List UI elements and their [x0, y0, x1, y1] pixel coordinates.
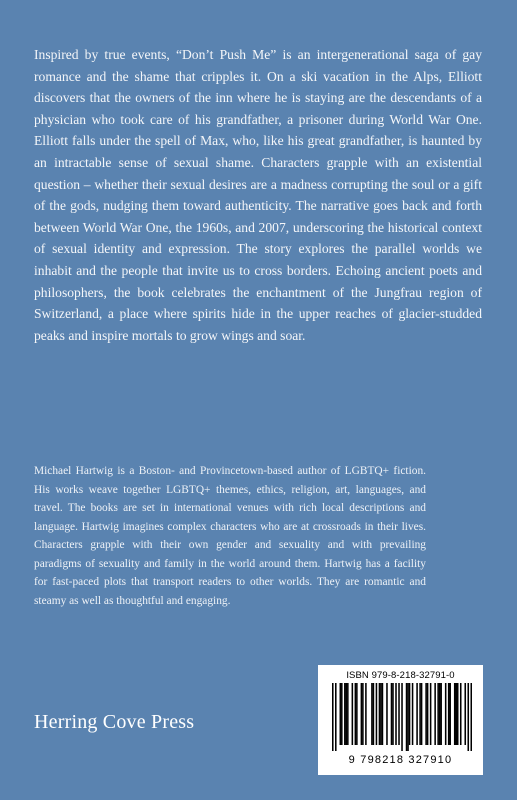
- barcode-bar: [449, 683, 451, 745]
- barcode-bar: [421, 683, 423, 745]
- barcode-bar: [467, 683, 469, 751]
- barcode-bar: [445, 683, 447, 745]
- barcode-icon: [332, 683, 472, 751]
- barcode-bar: [406, 683, 408, 751]
- barcode-bar: [470, 683, 472, 751]
- barcode-bar: [464, 683, 466, 745]
- isbn-barcode: [318, 665, 483, 775]
- barcode-digits: 9 798218 327910: [348, 754, 453, 766]
- barcode-bar: [382, 683, 384, 745]
- barcode-bar: [332, 683, 334, 751]
- barcode-bar: [371, 683, 373, 745]
- barcode-bar: [347, 683, 349, 745]
- barcode-bar: [440, 683, 442, 745]
- barcode-bar: [409, 683, 411, 745]
- barcode-bar: [355, 683, 357, 745]
- barcode-bar: [380, 683, 382, 745]
- barcode-bar: [386, 683, 388, 745]
- barcode-bar: [395, 683, 397, 745]
- barcode-bar: [455, 683, 457, 745]
- barcode-bar: [448, 683, 450, 745]
- barcode-bar: [379, 683, 381, 745]
- barcode-bar: [335, 683, 337, 751]
- barcode-bar: [425, 683, 427, 745]
- barcode-bar: [391, 683, 393, 745]
- barcode-bar: [437, 683, 439, 745]
- author-bio: Michael Hartwig is a Boston- and Provincetown-based author of LGBTQ+ fiction. His works weave together LGBTQ+ themes, ethics, religion, art, languages, and travel. The books are set in international venues with rich local descriptions and language. Hartwig imagines complex characters who are at crossroads in their lives. Characters grapple with their own gender and sexuality and with prevailing paradigms of sexuality and family in the world around them. Hartwig has a facility for fast-paced plots that transport readers to other worlds. They are romantic and steamy as well as thoughtful and engaging.: [34, 465, 426, 607]
- barcode-bar: [340, 683, 342, 745]
- barcode-bar: [434, 683, 436, 745]
- barcode-bar: [416, 683, 418, 745]
- barcode-bar: [376, 683, 378, 745]
- barcode-bar: [341, 683, 343, 745]
- barcode-bar: [373, 683, 375, 745]
- publisher-name: Herring Cove Press: [34, 711, 195, 733]
- barcode-bar: [362, 683, 364, 745]
- barcode-bar: [412, 683, 414, 745]
- barcode-bar: [454, 683, 456, 745]
- barcode-bar: [439, 683, 441, 745]
- barcode-bar: [365, 683, 367, 745]
- barcode-bar: [457, 683, 459, 745]
- barcode-bar: [392, 683, 394, 745]
- book-blurb: Inspired by true events, “Don’t Push Me” is an intergenerational saga of gay romance and the shame that cripples it. On a ski vacation in the Alps, Elliott discovers that the owners of the inn where he is staying are the descendants of a physician who took care of his grandfather, a prisoner during World War One. Elliott falls under the spell of Max, who, like his great grandfather, is haunted by an intractable sense of sexual shame. Characters grapple with an existential question – whether their sexual desires are a madness corrupting the soul or a gift of the gods, nudging them toward authenticity. The narrative goes back and forth between World War One, the 1960s, and 2007, underscoring the historical context of sexual identity and expression. The story explores the parallel worlds we inhabit and the people that invite us to cross borders. Echoing ancient poets and philosophers, the book celebrates the enchantment of the Jungfrau region of Switzerland, a place where spirits hide in the upper reaches of glacier-studded peaks and inspire mortals to grow wings and soar.: [34, 47, 482, 343]
- barcode-bar: [401, 683, 403, 751]
- barcode-bar: [398, 683, 400, 745]
- barcode-bar: [430, 683, 432, 745]
- barcode-bar: [407, 683, 409, 751]
- barcode-bar: [361, 683, 363, 745]
- barcode-bar: [346, 683, 348, 745]
- barcode-bar: [352, 683, 354, 745]
- barcode-bar: [356, 683, 358, 745]
- barcode-bar: [460, 683, 462, 745]
- barcode-bar: [419, 683, 421, 745]
- isbn-label: ISBN 979-8-218-32791-0: [346, 670, 455, 681]
- barcode-bar: [344, 683, 346, 745]
- barcode-bar: [427, 683, 429, 745]
